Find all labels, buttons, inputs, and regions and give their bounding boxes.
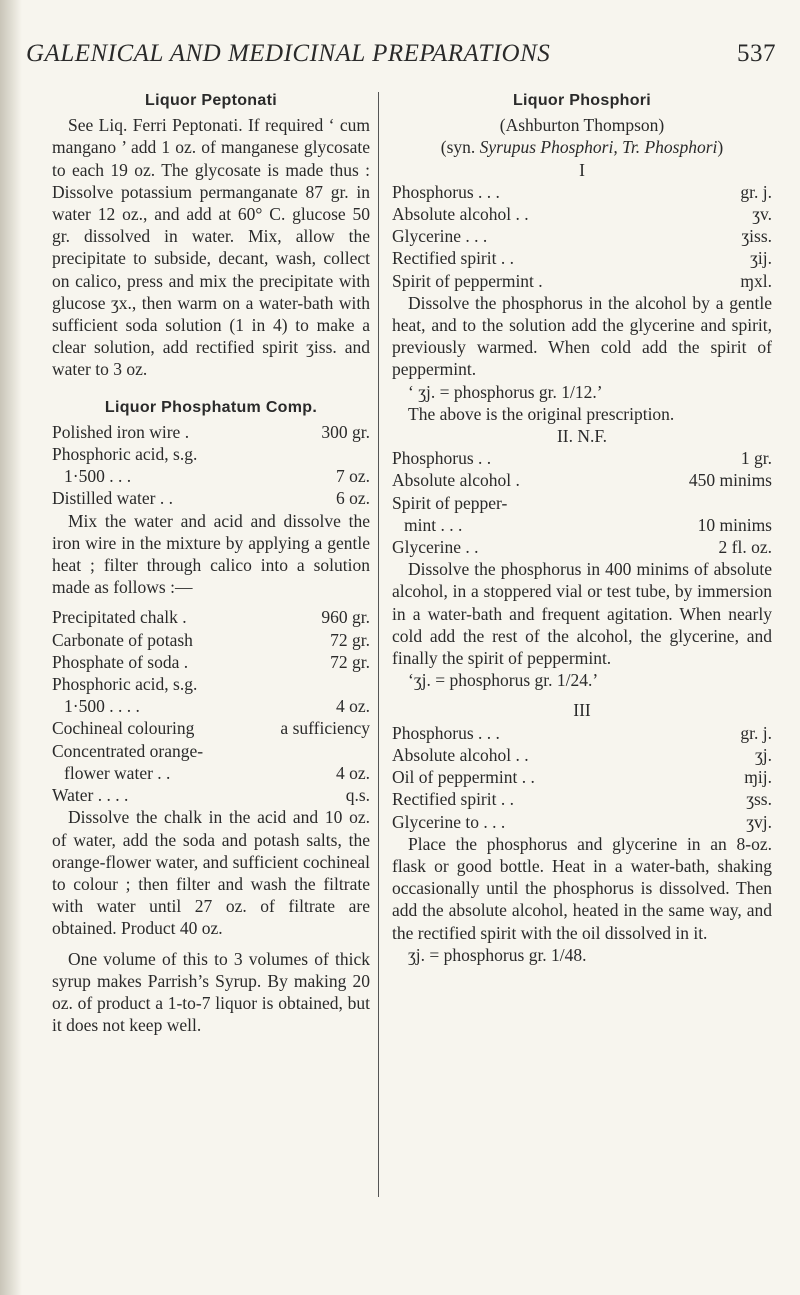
- ingredient-row: Concentrated orange-: [52, 740, 204, 761]
- running-header: [26, 40, 776, 68]
- entry-title-peptonati: Liquor Peptonati: [145, 92, 277, 109]
- formula-label: II. N.F.: [556, 426, 608, 447]
- formula-3-method: Place the phosphorus and glycerine in an 8-oz. flask or good bottle. Heat in a water-bath, shaking occasionally until the phosphorus is dissolved. Then add the absolute alcohol, heated in the same way, and the rectified spirit with the oil dissolved in it.: [392, 833, 772, 943]
- ingredient-row: Precipitated chalk . 960 gr.: [52, 607, 370, 628]
- peptonati-text: See Liq. Ferri Peptonati. If required ‘ cum mangano ’ add 1 oz. of manganese glycosate to each 19 oz. The glycosate is made thus : Dissolve potassium permanganate 87 gr. in water 12 oz., and add at 60° C. glucose 50 gr. dissolved in water. Mix, allow the precipitate to subside, decant, wash, collect on calico, press and mix the precipitate with glucose ʒx., then warm on a water-bath with sufficient soda solution (1 in 4) to make a clear solution, add rectified spirit ʒiss. and water to 3 oz.: [52, 115, 370, 380]
- ingredient-list: [52, 421, 370, 510]
- entry-subtitle: (Ashburton Thompson): [499, 115, 665, 136]
- ingredient-row: mint . . . 10 minims: [404, 514, 772, 535]
- ingredient-list: [392, 181, 772, 292]
- ingredient-row: Glycerine . . 2 fl. oz.: [392, 537, 772, 558]
- ingredient-row: Absolute alcohol . . ʒv.: [392, 204, 772, 225]
- page-number: 537: [737, 40, 776, 67]
- formula-1-remark: The above is the original prescription.: [408, 403, 675, 424]
- ingredient-row: Carbonate of potash 72 gr.: [52, 629, 370, 650]
- ingredient-row: flower water . . 4 oz.: [64, 762, 370, 783]
- ingredient-row: Phosphoric acid, s.g.: [52, 674, 198, 695]
- phosphatum-note: One volume of this to 3 volumes of thick syrup makes Parrish’s Syrup. By making 20 oz. of product a 1-to-7 liquor is obtained, but it does not keep well.: [52, 948, 370, 1036]
- formula-1-dose: ‘ ʒj. = phosphorus gr. 1/12.’: [408, 381, 603, 402]
- synonyms: (syn. Syrupus Phosphori, Tr. Phosphori): [440, 137, 724, 158]
- ingredient-row: Water . . . . q.s.: [52, 785, 370, 806]
- ingredient-row: Phosphoric acid, s.g.: [52, 444, 198, 465]
- entry-title-phosphori: Liquor Phosphori: [512, 92, 652, 109]
- ingredient-row: Polished iron wire . 300 gr.: [52, 421, 370, 442]
- ingredient-row: Glycerine to . . . ʒvj.: [392, 811, 772, 832]
- ingredient-row: Cochineal colouring a sufficiency: [52, 718, 370, 739]
- formula-2-method: Dissolve the phosphorus in 400 minims of absolute alcohol, in a stoppered vial or test tube, by immersion in a water-bath and frequent agitation. When nearly cold add the rest of the alcohol, the glycerine, and finally the spirit of peppermint.: [392, 559, 772, 669]
- formula-1-method: Dissolve the phosphorus in the alcohol by a gentle heat, and to the solution add the glycerine and spirit, previously warmed. When cold add the spirit of peppermint.: [392, 292, 772, 380]
- column-divider: [378, 92, 379, 1197]
- formula-3-dose: ʒj. = phosphorus gr. 1/48.: [408, 944, 587, 965]
- ingredient-row: Absolute alcohol . . ʒj.: [392, 744, 772, 765]
- ingredient-row: 1·500 . . . . 4 oz.: [64, 696, 370, 717]
- ingredient-row: Absolute alcohol . 450 minims: [392, 470, 772, 491]
- ingredient-list: [392, 722, 772, 833]
- ingredient-row: Spirit of peppermint . ɱxl.: [392, 270, 772, 291]
- page-spine-shadow: [0, 0, 22, 1295]
- ingredient-row: Phosphate of soda . 72 gr.: [52, 651, 370, 672]
- ingredient-list: [392, 447, 772, 558]
- ingredient-row: Glycerine . . . ʒiss.: [392, 226, 772, 247]
- ingredient-row: Oil of peppermint . . ɱij.: [392, 767, 772, 788]
- ingredient-row: Spirit of pepper-: [392, 492, 508, 513]
- ingredient-row: Phosphorus . . . gr. j.: [392, 722, 772, 743]
- phosphatum-method-2: Dissolve the chalk in the acid and 10 oz. of water, add the soda and potash salts, the orange-flower water, and sufficient cochineal to colour ; then filter and wash the filtrate with water until 27 oz. of filtrate are obtained. Product 40 oz.: [52, 807, 370, 939]
- formula-label: I: [579, 159, 585, 180]
- ingredient-row: Distilled water . . 6 oz.: [52, 488, 370, 509]
- ingredient-row: Rectified spirit . . ʒss.: [392, 789, 772, 810]
- ingredient-row: 1·500 . . . 7 oz.: [64, 466, 370, 487]
- ingredient-row: Phosphorus . . . gr. j.: [392, 181, 772, 202]
- phosphatum-method: Mix the water and acid and dissolve the iron wire in the mixture by applying a gentle heat ; filter through calico into a solution made as follows :—: [52, 510, 370, 598]
- running-title: GALENICAL AND MEDICINAL PREPARATIONS: [26, 40, 551, 67]
- formula-label: III: [573, 700, 591, 721]
- right-column: [392, 90, 772, 966]
- formula-2-dose: ‘ʒj. = phosphorus gr. 1/24.’: [408, 670, 599, 691]
- ingredient-list: [52, 606, 370, 806]
- ingredient-row: Rectified spirit . . ʒij.: [392, 248, 772, 269]
- left-column: [52, 90, 370, 1036]
- ingredient-row: Phosphorus . . 1 gr.: [392, 448, 772, 469]
- entry-title-phosphatum: Liquor Phosphatum Comp.: [104, 398, 318, 416]
